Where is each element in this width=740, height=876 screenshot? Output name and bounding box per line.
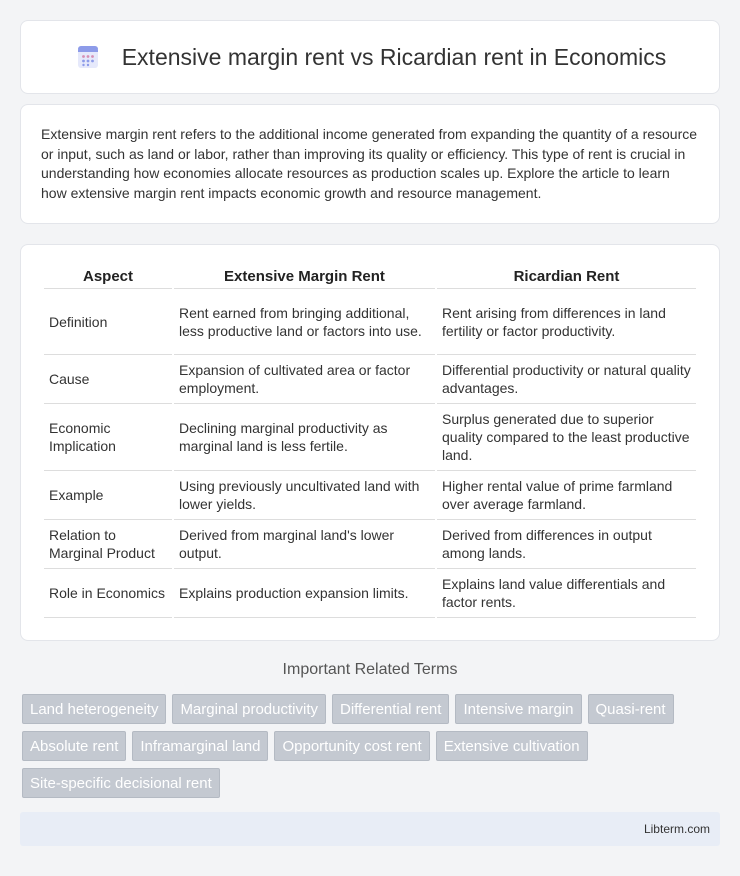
- footer-bar: [20, 812, 720, 846]
- table-row: [44, 289, 696, 355]
- related-term-tag[interactable]: Land heterogeneity: [22, 694, 166, 724]
- related-term-tag[interactable]: Inframarginal land: [132, 731, 268, 761]
- related-terms-heading: Important Related Terms: [282, 661, 458, 678]
- title-wrap: [74, 43, 667, 71]
- aspect-cell: Economic Implication: [44, 404, 172, 471]
- related-term-tag[interactable]: Quasi-rent: [588, 694, 674, 724]
- footer-site-name[interactable]: Libterm.com: [643, 822, 710, 836]
- aspect-cell: Example: [44, 471, 172, 520]
- ricardian-cell: Surplus generated due to superior quality compared to the least productive land.: [437, 404, 696, 471]
- aspect-cell: Role in Economics: [44, 569, 172, 618]
- table-row: [44, 520, 696, 569]
- extensive-margin-cell: Declining marginal productivity as marginal land is less fertile.: [174, 404, 435, 471]
- related-term-tag[interactable]: Site-specific decisional rent: [22, 768, 220, 798]
- comparison-table: [42, 265, 698, 618]
- extensive-margin-cell: Using previously uncultivated land with lower yields.: [174, 471, 435, 520]
- title-card: [20, 20, 720, 94]
- aspect-cell: Relation to Marginal Product: [44, 520, 172, 569]
- related-term-tag[interactable]: Differential rent: [332, 694, 449, 724]
- aspect-cell: Cause: [44, 355, 172, 404]
- ricardian-cell: Derived from differences in output among lands.: [437, 520, 696, 569]
- ricardian-cell: Higher rental value of prime farmland over average farmland.: [437, 471, 696, 520]
- ricardian-cell: Rent arising from differences in land fertility or factor productivity.: [437, 289, 696, 355]
- related-terms-tags: [22, 694, 722, 798]
- related-term-tag[interactable]: Absolute rent: [22, 731, 126, 761]
- intro-paragraph: Extensive margin rent refers to the additional income generated from expanding the quantity of a resource or input, such as land or labor, rather than improving its quality or efficiency. This type of rent is crucial in understanding how economies allocate resources as production scales up. Explore the article to learn how extensive margin rent impacts economic growth and resource management.: [41, 126, 698, 201]
- related-term-tag[interactable]: Intensive margin: [455, 694, 581, 724]
- extensive-margin-cell: Rent earned from bringing additional, less productive land or factors into use.: [174, 289, 435, 355]
- related-term-tag[interactable]: Marginal productivity: [172, 694, 326, 724]
- table-row: [44, 569, 696, 618]
- comparison-table-card: [20, 244, 720, 641]
- extensive-margin-cell: Explains production expansion limits.: [174, 569, 435, 618]
- table-row: [44, 471, 696, 520]
- page-title: Extensive margin rent vs Ricardian rent in Economics: [121, 43, 667, 70]
- extensive-margin-cell: Expansion of cultivated area or factor employment.: [174, 355, 435, 404]
- column-header-extensive-margin-rent: Extensive Margin Rent: [174, 265, 435, 289]
- related-term-tag[interactable]: Opportunity cost rent: [274, 731, 429, 761]
- table-header-row: [44, 265, 696, 289]
- table-row: [44, 404, 696, 471]
- intro-card: [20, 104, 720, 224]
- column-header-aspect: Aspect: [44, 265, 172, 289]
- related-term-tag[interactable]: Extensive cultivation: [436, 731, 588, 761]
- document-grid-icon: [74, 43, 102, 71]
- ricardian-cell: Explains land value differentials and factor rents.: [437, 569, 696, 618]
- table-row: [44, 355, 696, 404]
- aspect-cell: Definition: [44, 289, 172, 355]
- extensive-margin-cell: Derived from marginal land's lower output.: [174, 520, 435, 569]
- column-header-ricardian-rent: Ricardian Rent: [437, 265, 696, 289]
- ricardian-cell: Differential productivity or natural quality advantages.: [437, 355, 696, 404]
